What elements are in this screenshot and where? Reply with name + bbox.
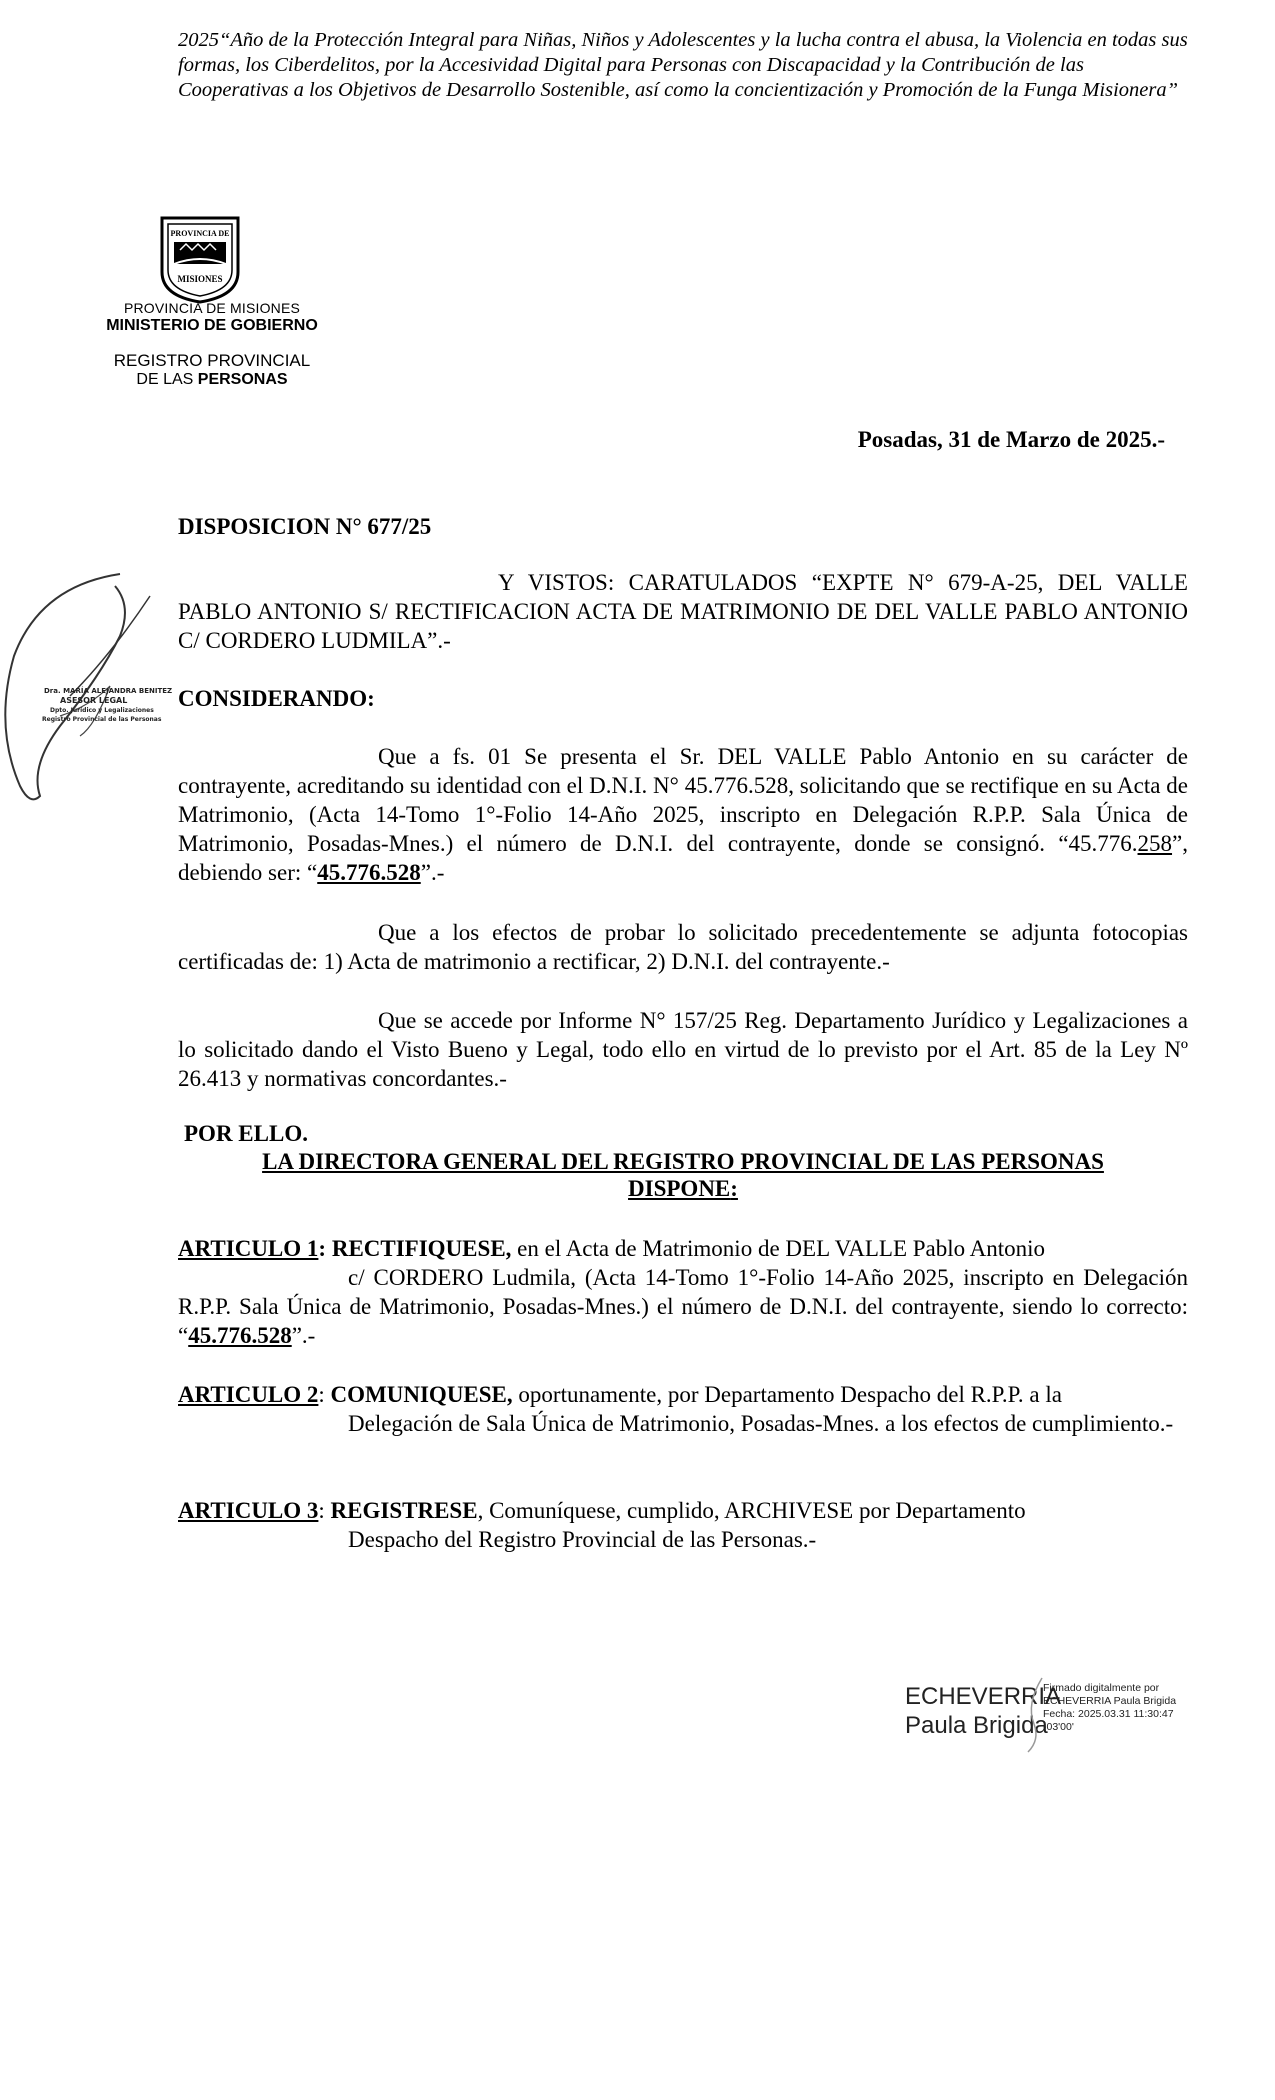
considerando-paragraph-1 [178, 742, 1188, 887]
sig-detail-2: ECHEVERRIA Paula Brigida [1043, 1695, 1177, 1707]
p1-text-a: Que a fs. 01 Se presenta el Sr. DEL VALLE Pablo Antonio en su carácter de contrayente, acreditando su identidad con el D.N.I. N° 45.776.528, solicitando que se rectifique en su Acta de Matrimonio, (Acta 14-Tomo 1°-Folio 14-Año 2025, inscripto en Delegación R.P.P. Sala Única de Matrimonio, Posadas-Mnes.) el número de D.N.I. del contrayente, donde se consignó. “45.776. [178, 744, 1188, 856]
articulo-2-rest: Delegación de Sala Única de Matrimonio, Posadas-Mnes. a los efectos de cumplimiento.- [348, 1411, 1174, 1436]
considerando-paragraph-3: Que se accede por Informe N° 157/25 Reg. Departamento Jurídico y Legalizaciones a lo solicitado dando el Visto Bueno y Legal, todo ello en virtud de lo previsto por el Art. 85 de la Ley Nº 26.413 y normativas concordantes.- [178, 1008, 1188, 1091]
org-line-4 [62, 371, 362, 389]
provincia-misiones-seal-icon [140, 210, 260, 305]
signer-surname: ECHEVERRIA [905, 1683, 1062, 1710]
articulo-1 [178, 1234, 1188, 1350]
header-motto: 2025“Año de la Protección Integral para Niñas, Niños y Adolescentes y la lucha contra el abusa, la Violencia en todas sus formas, los Ciberdelitos, por la Accesividad Digital para Personas con Discapacidad y la Contribución de las Cooperativas a los Objetivos de Desarrollo Sostenible, así como la concientización y Promoción de la Funga Misionera” [178, 29, 1188, 101]
considerando-paragraph-2: Que a los efectos de probar lo solicitado precedentemente se adjunta fotocopias certificadas de: 1) Acta de matrimonio a rectificar, 2) D.N.I. del contrayente.- [178, 920, 1188, 974]
directora-line-2 [178, 1175, 1188, 1202]
articulo-3-colon: : [318, 1498, 325, 1523]
articulo-2-label: ARTICULO 2 [178, 1382, 319, 1407]
org-line-4b: PERSONAS [197, 371, 288, 388]
signer-given-names: Paula Brigida [905, 1712, 1048, 1739]
articulo-1-rest-b: ”.- [291, 1323, 316, 1348]
org-line-1: PROVINCIA DE MISIONES [123, 300, 301, 316]
articulo-3-line1: , Comuníquese, cumplido, ARCHIVESE por Departamento [477, 1498, 1026, 1523]
seal-text-bottom: MISIONES [177, 274, 223, 284]
por-ello-heading: POR ELLO. [184, 1121, 308, 1146]
articulo-2-line1: oportunamente, por Departamento Despacho del R.P.P. a la [512, 1382, 1062, 1407]
legal-advisor-stamp-signature [0, 566, 180, 806]
articulo-2-verb: COMUNIQUESE, [330, 1382, 513, 1407]
org-line-3: REGISTRO PROVINCIAL [113, 351, 311, 370]
articulo-1-value: 45.776.528 [188, 1323, 292, 1348]
sig-detail-3: Fecha: 2025.03.31 11:30:47 [1043, 1708, 1174, 1720]
articulo-2-colon: : [318, 1382, 325, 1407]
vistos-paragraph: Y VISTOS: CARATULADOS “EXPTE N° 679-A-25, DEL VALLE PABLO ANTONIO S/ RECTIFICACION ACTA DE MATRIMONIO DE DEL VALLE PABLO ANTONIO C/ CORDERO LUDMILA”.- [178, 570, 1188, 653]
disposicion-number: DISPOSICION N° 677/25 [178, 514, 432, 539]
directora-line-1: LA DIRECTORA GENERAL DEL REGISTRO PROVINCIAL DE LAS PERSONAS [262, 1149, 1104, 1174]
articulo-2 [178, 1380, 1188, 1438]
p1-correct-dni: 45.776.528 [317, 860, 421, 885]
considerando-heading: CONSIDERANDO: [178, 686, 375, 711]
articulo-1-rest [178, 1263, 1188, 1350]
p1-wrong-digits: 258 [1137, 831, 1173, 856]
sig-detail-4: -03'00' [1043, 1721, 1074, 1733]
organization-block [62, 300, 362, 389]
seal-text-top: PROVINCIA DE [170, 229, 230, 238]
document-date: Posadas, 31 de Marzo de 2025.- [857, 427, 1165, 452]
articulo-3-verb: REGISTRESE [330, 1498, 478, 1523]
articulo-1-verb: RECTIFIQUESE, [331, 1236, 512, 1261]
articulo-1-first-line [178, 1234, 1188, 1263]
articulo-2-first-line [178, 1380, 1188, 1409]
articulo-3-rest: Despacho del Registro Provincial de las Personas.- [348, 1527, 817, 1552]
articulo-1-line1: en el Acta de Matrimonio de DEL VALLE Pablo Antonio [511, 1236, 1046, 1261]
stamp-line-1: Dra. MARÍA ALEJANDRA BENITEZ [44, 687, 173, 695]
org-line-4a: DE LAS [136, 371, 194, 388]
dispone-colon: : [730, 1176, 738, 1201]
p1-text-e: ”.- [420, 860, 445, 885]
directora-heading [178, 1148, 1188, 1202]
sig-detail-1: Firmado digitalmente por [1043, 1682, 1160, 1694]
stamp-line-2: ASESOR LEGAL [60, 696, 128, 705]
articulo-1-colon: : [318, 1236, 327, 1261]
dispone-word: DISPONE [628, 1176, 731, 1201]
stamp-line-4: Registro Provincial de las Personas [42, 716, 162, 723]
articulo-3-first-line [178, 1496, 1188, 1525]
articulo-3 [178, 1496, 1188, 1554]
articulo-3-label: ARTICULO 3 [178, 1498, 319, 1523]
articulo-1-rest-a: c/ CORDERO Ludmila, (Acta 14-Tomo 1°-Folio 14-Año 2025, inscripto en Delegación R.P.P. Sala Única de Matrimonio, Posadas-Mnes.) el número de D.N.I. del contrayente, siendo lo correcto: “ [178, 1265, 1188, 1348]
org-line-2: MINISTERIO DE GOBIERNO [106, 317, 318, 334]
articulo-1-label: ARTICULO 1 [178, 1236, 319, 1261]
digital-signature-details [1043, 1682, 1176, 1734]
stamp-line-3: Dpto. Jurídico y Legalizaciones [50, 707, 154, 714]
p1-text-c: ”, debiendo ser: “ [178, 831, 1188, 885]
